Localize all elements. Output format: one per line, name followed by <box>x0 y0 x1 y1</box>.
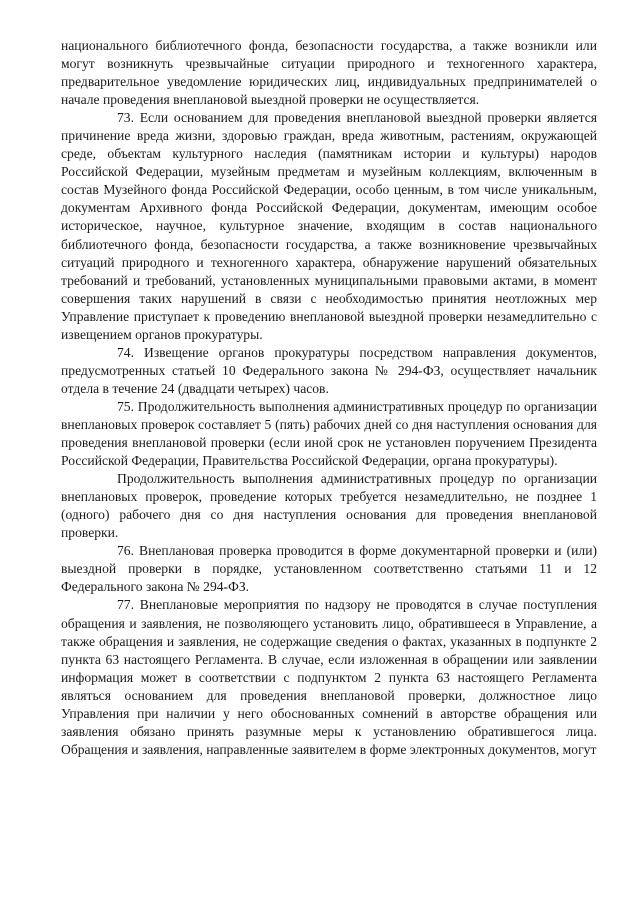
paragraph-75: 75. Продолжительность выполнения административных процедур по организации внеплановых проверок составляет 5 (пять) рабочих дней со дня наступления основания для проведения внеплановой проверки (если иной срок не установлен поручением Президента Российской Федерации, Правительства Российской Федерации, органа прокуратуры). <box>61 398 597 469</box>
paragraph-73: 73. Если основанием для проведения внеплановой выездной проверки является причинение вреда жизни, здоровью граждан, вреда животным, растениям, окружающей среде, объектам культурного наследия (памятникам истории и культуры) народов Российской Федерации, музейным предметам и музейным коллекциям, включенным в состав Музейного фонда Российской Федерации, особо ценным, в том числе уникальным, документам Архивного фонда Российской Федерации, документам, имеющим особое историческое, научное, культурное значение, входящим в состав национального библиотечного фонда, безопасности государства, а также возникновение чрезвычайных ситуаций природного и техногенного характера, обнаружение нарушений обязательных требований и требований, установленных муниципальными правовыми актами, в момент совершения таких нарушений в связи с необходимостью принятия неотложных мер Управление приступает к проведению внеплановой выездной проверки незамедлительно с извещением органов прокуратуры. <box>61 110 597 342</box>
paragraph-76: 76. Внеплановая проверка проводится в форме документарной проверки и (или) выездной проверки в порядке, установленном соответственно статьями 11 и 12 Федерального закона № 294-ФЗ. <box>61 543 597 595</box>
paragraph-continuation: национального библиотечного фонда, безопасности государства, а также возникли или могут возникнуть чрезвычайные ситуации природного и техногенного характера, предварительное уведомление юридических лиц, индивидуальных предпринимателей о начале проведения внеплановой выездной проверки не осуществляется. <box>61 38 597 108</box>
paragraph-77: 77. Внеплановые мероприятия по надзору не проводятся в случае поступления обращения и заявления, не позволяющего установить лицо, обратившееся в Управление, а также обращения и заявления, не содержащие сведения о фактах, указанных в подпункте 2 пункта 63 настоящего Регламента. В случае, если изложенная в обращении или заявлении информация может в соответствии с подпунктом 2 пункта 63 настоящего Регламента являться основанием для проведения внеплановой проверки, должностное лицо Управления при наличии у него обоснованных сомнений в авторстве обращения или заявления обязано принять разумные меры к установлению обратившегося лица. Обращения и заявления, направленные заявителем в форме электронных документов, могут <box>61 597 597 757</box>
paragraph-74: 74. Извещение органов прокуратуры посредством направления документов, предусмотренных статьей 10 Федерального закона № 294-ФЗ, осуществляет начальник отдела в течение 24 (двадцати четырех) часов. <box>61 344 597 396</box>
paragraph-75-duration: Продолжительность выполнения административных процедур по организации внеплановых проверок, проведение которых требуется незамедлительно, не позднее 1 (одного) рабочего дня со дня наступления основания для проведения внеплановой проверки. <box>61 471 597 541</box>
